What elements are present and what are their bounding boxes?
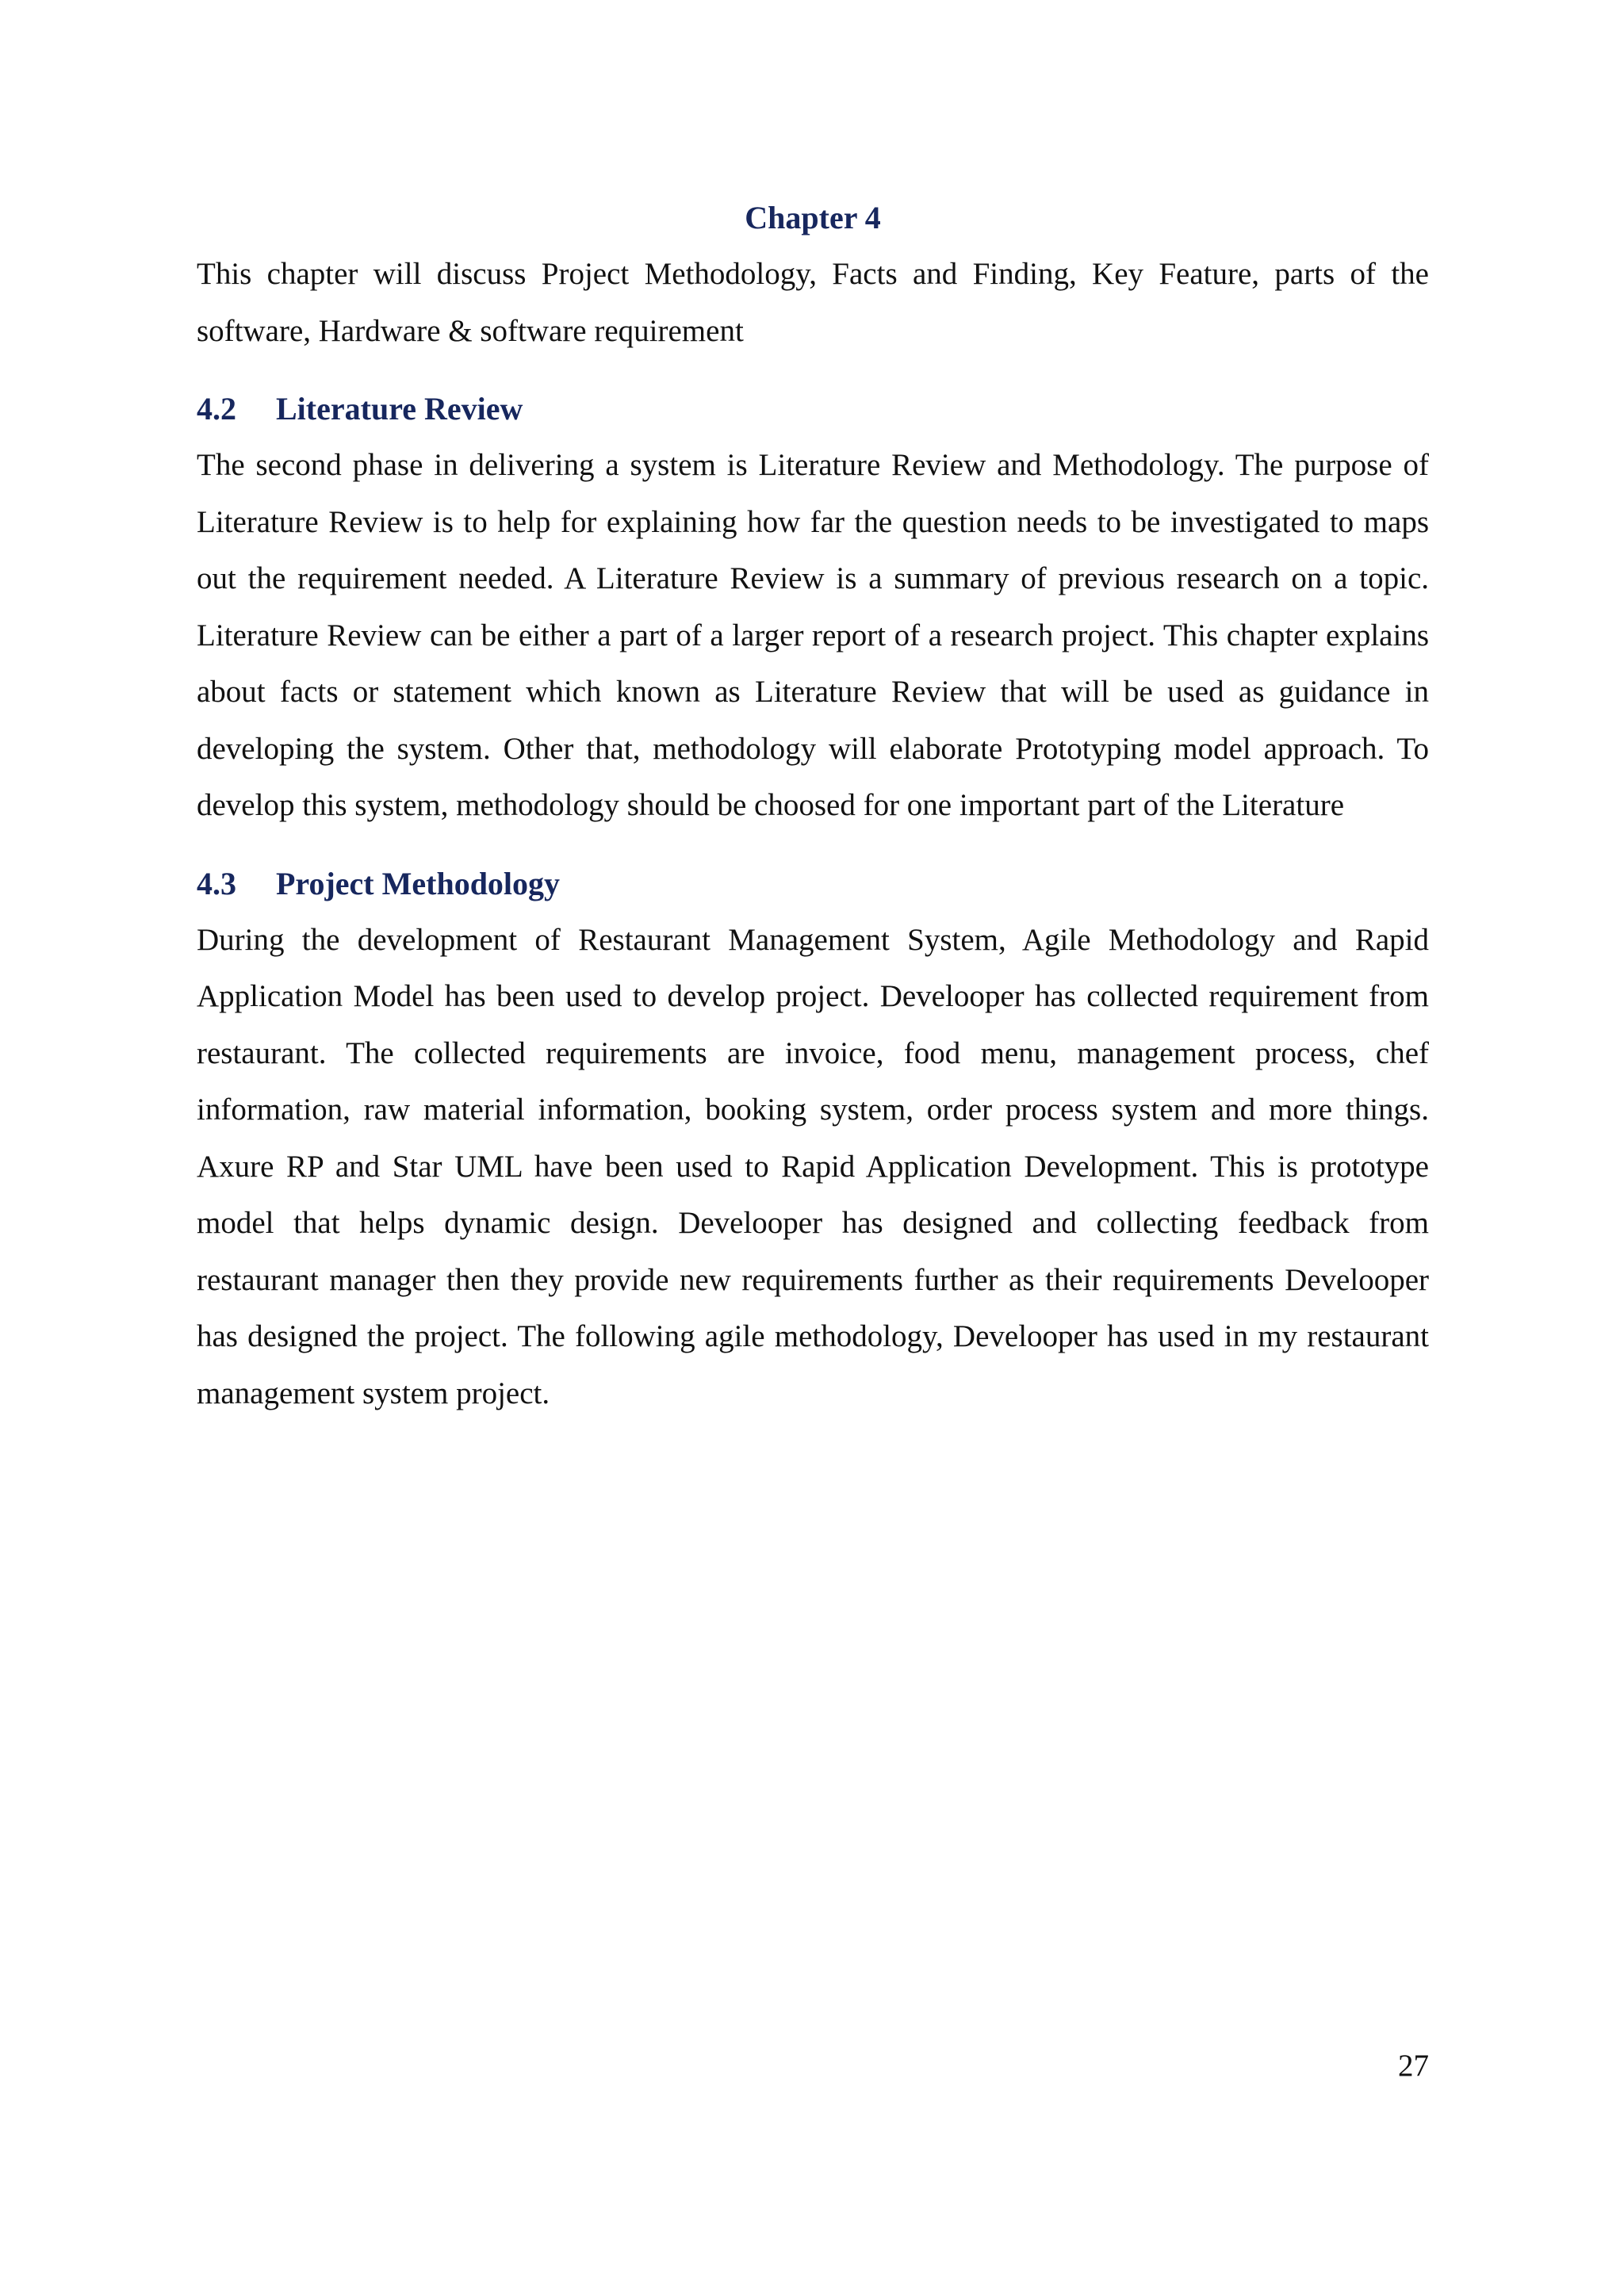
section-heading-project-methodology: [197, 856, 1429, 912]
section-heading-literature-review: [197, 381, 1429, 437]
section-number: 4.2: [197, 391, 236, 427]
section-title: Project Methodology: [276, 865, 561, 901]
section-body-project-methodology: During the development of Restaurant Management System, Agile Methodology and Rapid Application Model has been used to develop project. Develooper has collected requirement from restaurant. The collected requirements are invoice, food menu, management process, chef information, raw material information, booking system, order process system and more things. Axure RP and Star UML have been used to Rapid Application Development. This is prototype model that helps dynamic design. Develooper has designed and collecting feedback from restaurant manager then they provide new requirements further as their requirements Develooper has designed the project. The following agile methodology, Develooper has used in my restaurant management system project.: [197, 922, 1429, 1410]
section-number: 4.3: [197, 865, 236, 901]
section-title: Literature Review: [276, 391, 523, 427]
page-number: 27: [1398, 2049, 1429, 2083]
chapter-intro: This chapter will discuss Project Methodology, Facts and Finding, Key Feature, parts of the software, Hardware & software requirement: [197, 257, 1429, 348]
section-body-literature-review: The second phase in delivering a system is Literature Review and Methodology. The purpose of Literature Review is to help for explaining how far the question needs to be investigated to maps out the requirement needed. A Literature Review is a summary of previous research on a topic. Literature Review can be either a part of a larger report of a research project. This chapter explains about facts or statement which known as Literature Review that will be used as guidance in developing the system. Other that, methodology will elaborate Prototyping model approach. To develop this system, methodology should be choosed for one important part of the Literature: [197, 448, 1429, 822]
chapter-title: Chapter 4: [745, 200, 881, 235]
page-content: [197, 190, 1429, 1422]
